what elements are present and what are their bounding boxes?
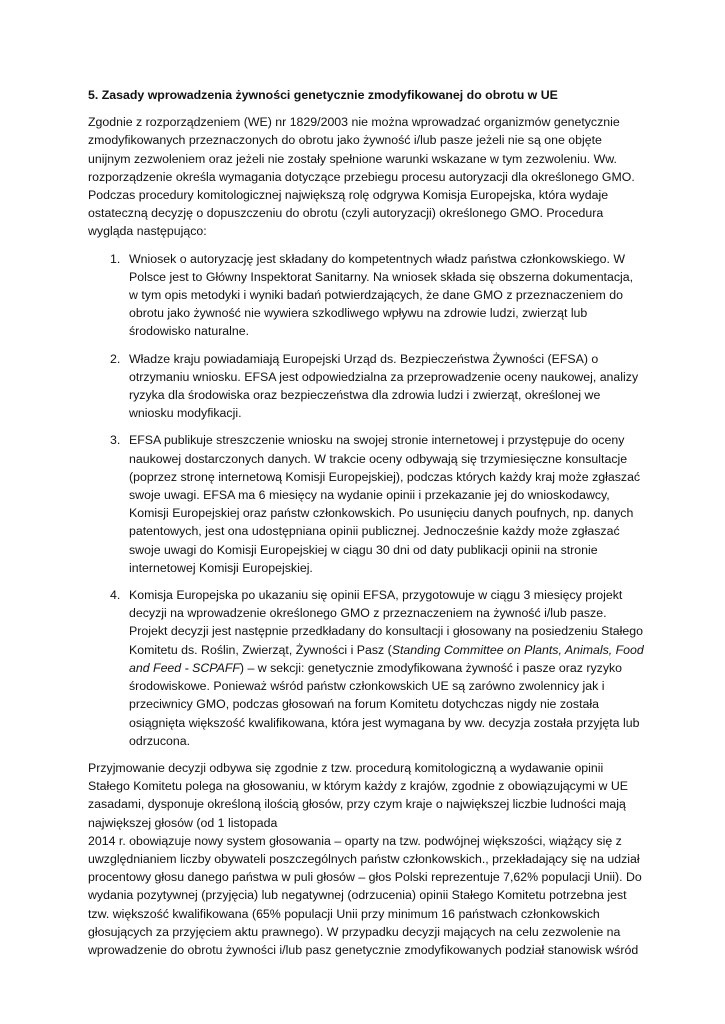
closing-paragraph [88,759,644,959]
procedure-list [88,250,644,750]
committee-english-name: Standing Committee on Plants, Animals, Food and Feed - SCPAFF [129,642,644,675]
section-heading: 5. Zasady wprowadzenia żywności genetycznie zmodyfikowanej do obrotu w UE [88,88,558,102]
list-item-number: 3. [110,433,121,448]
intro-paragraph: Zgodnie z rozporządzeniem (WE) nr 1829/2003 nie można wprowadzać organizmów genetycznie zmodyfikowanych przeznaczonych do obrotu jako żywność i/lub pasze jeżeli nie są one objęte unijnym zezwoleniem oraz jeżeli nie zostały spełnione warunki wskazane w tym zezwoleniu. Ww. rozporządzenie określa wymagania dotyczące przebiegu procesu autoryzacji dla określonego GMO. Podczas procedury komitologicznej największą rolę odgrywa Komisja Europejska, która wydaje ostateczną decyzję o dopuszczeniu do obrotu (czyli autoryzacji) określonego GMO. Procedura wygląda następująco: [88,115,635,239]
list-item [88,250,644,341]
list-item-text-after: ) – w sekcji: genetycznie zmodyfikowana żywność i pasze oraz ryzyko środowiskowe. Ponieważ wśród państw członkowskich UE są zarówno zwolennicy jak i przeciwnicy GMO, podczas głosowań na forum Komitetu dotychczas nigdy nie została osiągnięta większość kwalifikowana, która jest wymagana by ww. decyzja została przyjęta lub odrzucona. [129,660,640,748]
list-item-text: Władze kraju powiadamiają Europejski Urząd ds. Bezpieczeństwa Żywności (EFSA) o otrzymaniu wniosku. EFSA jest odpowiedzialna za przeprowadzenie oceny naukowej, analizy ryzyka dla środowiska oraz bezpieczeństwa dla zdrowia ludzi i zwierząt, określonej we wniosku modyfikacji. [129,351,639,421]
closing-paragraph-part-1: Przyjmowanie decyzji odbywa się zgodnie z tzw. procedurą komitologiczną a wydawanie opinii Stałego Komitetu polega na głosowaniu, w którym każdy z krajów, zgodnie z obowiązującymi w UE zasadami, dysponuje określoną ilością głosów, przy czym kraje o największej liczbie ludności mają największej głosów (od 1 listopada [88,760,628,830]
document-page [88,86,644,968]
list-item-number: 1. [110,251,121,266]
closing-paragraph-part-2: 2014 r. obowiązuje nowy system głosowania – oparty na tzw. podwójnej większości, wiążący się z uwzględnianiem liczby obywateli poszczególnych państw członkowskich., przekładający się na udział procentowy głosu danego państwa w puli głosów – głos Polski reprezentuje 7,62% populacji Unii). Do wydania pozytywnej (przyjęcia) lub negatywnej (odrzucenia) opinii Stałego Komitetu potrzebna jest tzw. większość kwalifikowana (65% populacji Unii przy minimum 16 państwach członkowskich głosujących za przyjęciem aktu prawnego). W przypadku decyzji mających na celu zezwolenie na wprowadzenie do obrotu żywności i/lub pasz genetycznie zmodyfikowanych podział stanowisk wśród [88,833,642,957]
list-item-text: Wniosek o autoryzację jest składany do kompetentnych władz państwa członkowskiego. W Polsce jest to Główny Inspektorat Sanitarny. Na wniosek składa się obszerna dokumentacja, w tym opis metodyki i wyniki badań potwierdzających, że dane GMO z przeznaczeniem do obrotu jako żywność nie wywiera szkodliwego wpływu na zdrowie ludzi, zwierząt lub środowisko naturalne. [129,251,634,339]
list-item [88,431,644,577]
list-item [88,586,644,750]
list-item-number: 4. [110,588,121,603]
list-item-text: EFSA publikuje streszczenie wniosku na swojej stronie internetowej i przystępuje do oceny naukowej dostarczonych danych. W trakcie oceny odbywają się trzymiesięczne konsultacje (poprzez stronę internetową Komisji Europejskiej), podczas których każdy kraj może zgłaszać swoje uwagi. EFSA ma 6 miesięcy na wydanie opinii i przekazanie jej do wnioskodawcy, Komisji Europejskiej oraz państw członkowskich. Po usunięciu danych poufnych, np. danych patentowych, jest ona udostępniana opinii publicznej. Jednocześnie każdy może zgłaszać swoje uwagi do Komisji Europejskiej w ciągu 30 dni od daty publikacji opinii na stronie internetowej Komisji Europejskiej. [129,433,641,575]
list-item-text-before: Komisja Europejska po ukazaniu się opinii EFSA, przygotowuje w ciągu 3 miesięcy projekt decyzji na wprowadzenie określonego GMO z przeznaczeniem na żywność i/lub pasze. Projekt decyzji jest następnie przedkładany do konsultacji i głosowany na posiedzeniu Stałego Komitetu ds. Roślin, Zwierząt, Żywności i Pasz ( [129,588,643,657]
list-item [88,350,644,423]
list-item-number: 2. [110,351,121,366]
